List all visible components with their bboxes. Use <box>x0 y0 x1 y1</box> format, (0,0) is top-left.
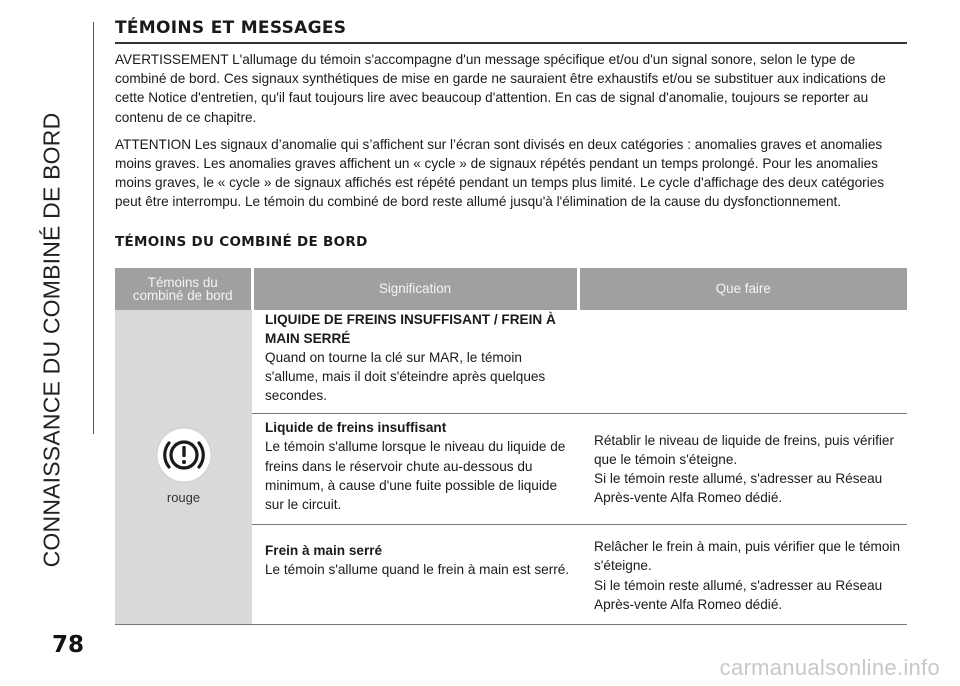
action-step: Rétablir le niveau de liquide de freins, puis vérifier que le témoin s'éteigne. <box>594 432 894 468</box>
meaning-cell <box>252 310 578 414</box>
page-number: 78 <box>52 632 85 658</box>
action-cell <box>578 525 907 625</box>
action-cell <box>578 414 907 525</box>
row-meaning: Le témoin s'allume lorsque le niveau du liquide de freins dans le réservoir chute au-dessous du minimum, à cause d'une fuite possible de liquide sur le circuit. <box>265 439 566 513</box>
row-title: LIQUIDE DE FREINS INSUFFISANT / FREIN À MAIN SERRÉ <box>265 311 556 346</box>
meaning-cell <box>252 414 578 525</box>
brake-warning-icon <box>155 426 213 484</box>
header-lamps <box>115 268 252 310</box>
header-action: Que faire <box>578 268 907 310</box>
chapter-side-title: CONNAISSANCE DU COMBINÉ DE BORD <box>38 112 65 568</box>
action-cell <box>578 310 907 414</box>
action-step: Si le témoin reste allumé, s'adresser au Réseau Après-vente Alfa Romeo dédié. <box>594 471 883 506</box>
table-row <box>115 310 907 414</box>
subsection-title: TÉMOINS DU COMBINÉ DE BORD <box>115 233 368 250</box>
header-meaning: Signification <box>252 268 578 310</box>
warning-paragraph: AVERTISSEMENT L'allumage du témoin s'accompagne d'un message spécifique et/ou d'un signal sonore, selon le type de combiné de bord. Ces signaux synthétiques de mise en garde ne sauraient être exhaustifs et/ou se substituer aux indications de cette Notice d'entretien, qu'il faut toujours lire avec beaucoup d'attention. En cas de signal d'anomalie, toujours se reporter au contenu de ce chapitre. <box>115 52 886 125</box>
row-meaning: Le témoin s'allume quand le frein à main est serré. <box>265 562 570 578</box>
row-title: Frein à main serré <box>265 543 383 559</box>
warning-lights-table <box>115 268 907 625</box>
header-lamps-line2: combiné de bord <box>132 287 233 303</box>
attention-paragraph: ATTENTION Les signaux d’anomalie qui s’affichent sur l’écran sont divisés en deux catégories : anomalies graves et anomalies moins graves. Les anomalies graves affichent un « cycle » de signaux répétés pendant un temps prolongé. Pour les anomalies moins graves, le « cycle » de signaux affichés est répété pendant un temps plus limité. Le cycle d'affichage des deux catégories peut être interrompu. Le témoin du combiné de bord reste allumé jusqu'à l'élimination de la cause du dysfonctionnement. <box>115 136 885 210</box>
side-divider <box>93 22 94 434</box>
watermark: carmanualsonline.info <box>719 655 940 680</box>
header-lamps-line1: Témoins du <box>147 274 218 290</box>
action-step: Relâcher le frein à main, puis vérifier que le témoin s'éteigne. <box>594 539 901 574</box>
row-meaning: Quand on tourne la clé sur MAR, le témoin s'allume, mais il doit s'éteindre après quelques secondes. <box>265 349 546 404</box>
row-title: Liquide de freins insuffisant <box>265 420 447 436</box>
section-title: TÉMOINS ET MESSAGES <box>115 18 907 44</box>
meaning-cell <box>252 525 578 625</box>
lamp-color-label: rouge <box>166 490 201 506</box>
table-header-row <box>115 268 907 310</box>
page-content <box>115 18 907 625</box>
lamp-cell <box>115 310 252 625</box>
action-step: Si le témoin reste allumé, s'adresser au Réseau Après-vente Alfa Romeo dédié. <box>594 577 883 612</box>
